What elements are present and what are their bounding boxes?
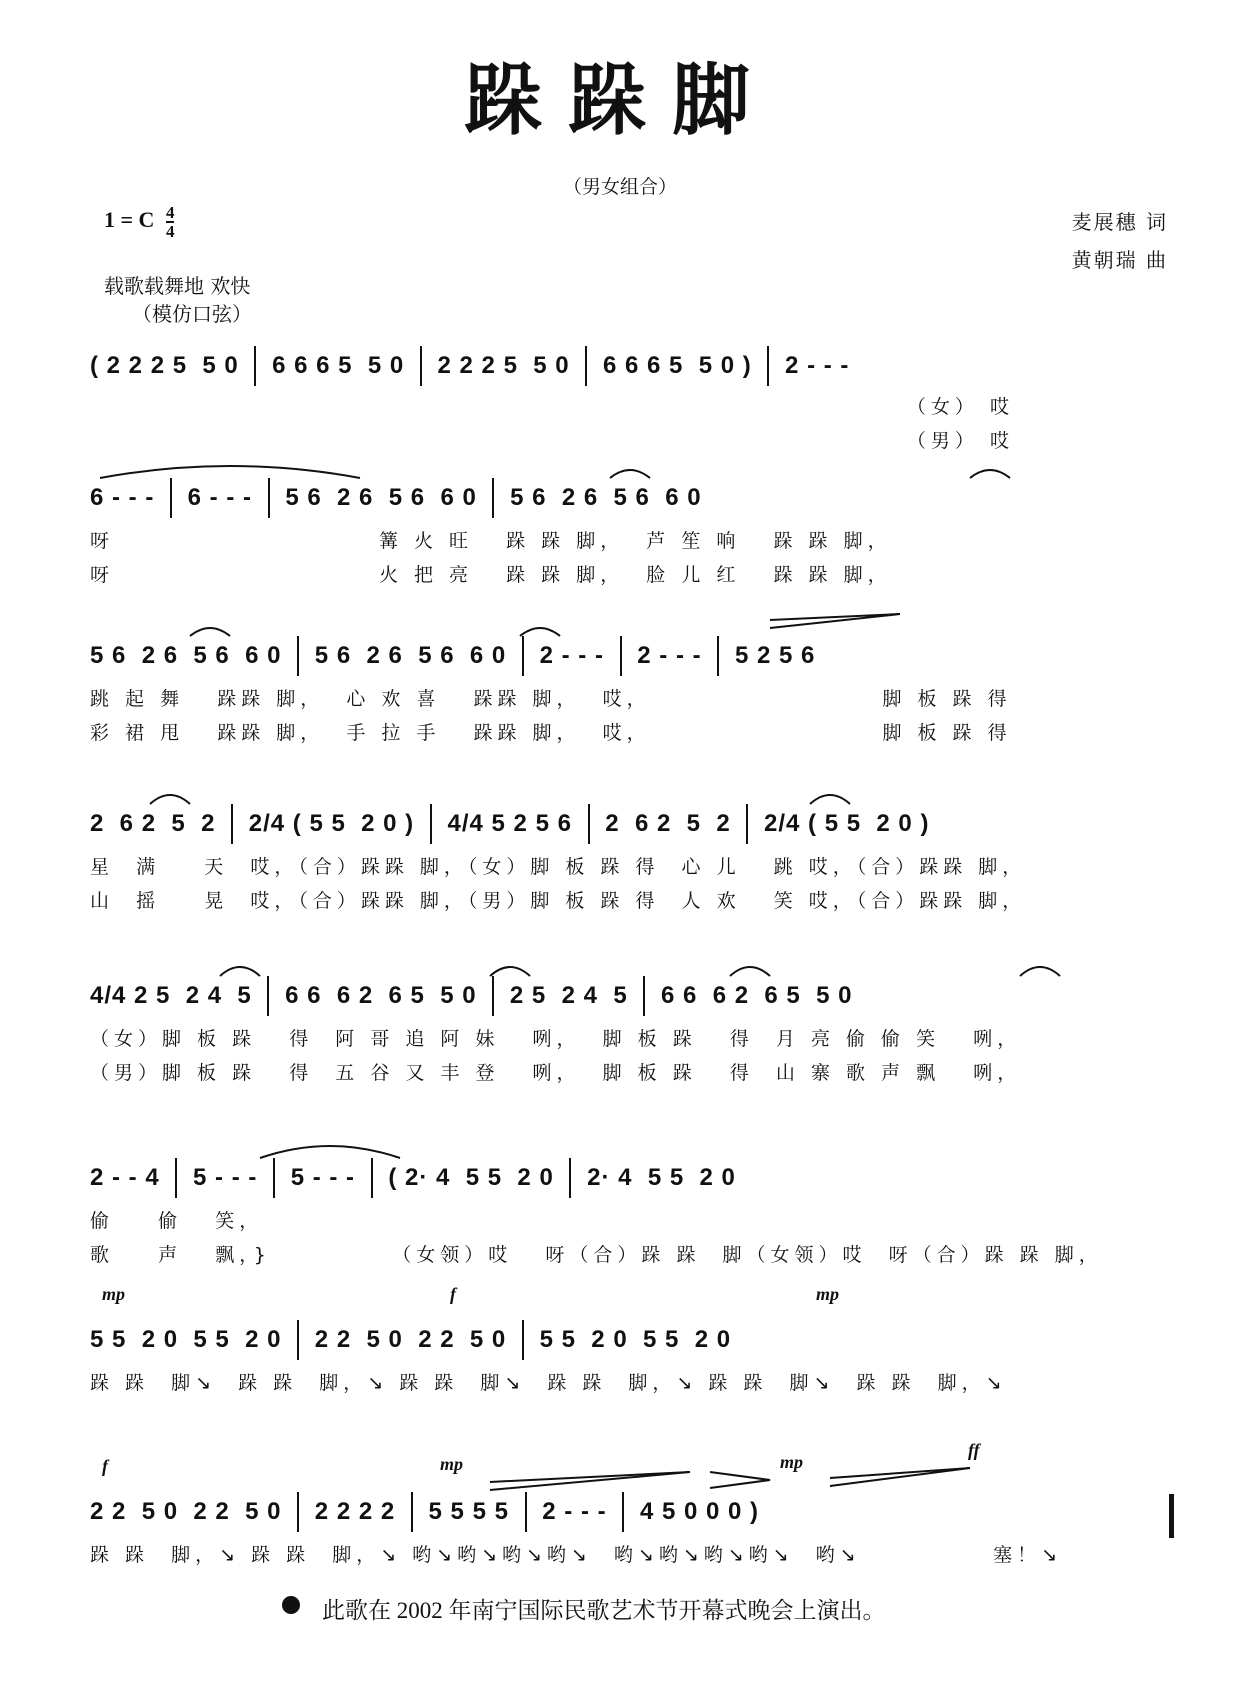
key-signature	[104, 204, 174, 240]
lyricist-credit: 麦展穗 词	[1071, 210, 1168, 234]
barline	[643, 976, 645, 1016]
score-system-1	[90, 348, 1170, 452]
measure-group: 5 6 2 6 5 6 6 0	[277, 484, 485, 511]
barline	[767, 346, 769, 386]
lyric-line-2: 彩 裙 甩 跺跺 脚， 手 拉 手 跺跺 脚， 哎， 脚 板 跺 得	[90, 722, 1012, 744]
barline	[297, 1492, 299, 1532]
barline	[525, 1492, 527, 1532]
lyric-line-1: 跺 跺 脚，↘ 跺 跺 脚，↘ 哟↘哟↘哟↘哟↘ 哟↘哟↘哟↘哟↘ 哟↘ 塞！↘	[90, 1544, 1062, 1566]
measure-group: 2 2 2 2	[307, 1498, 403, 1525]
footnote: 此歌在 2002 年南宁国际民歌艺术节开幕式晚会上演出。	[322, 1598, 886, 1623]
measure-group: 2 2 2 5 5 0	[429, 352, 578, 379]
measure-group: ( 2· 4 5 5 2 0	[380, 1164, 562, 1191]
measure-group: 2 2 5 0 2 2 5 0	[90, 1498, 290, 1525]
lyric-line-1: （女）脚 板 跺 得 阿 哥 追 阿 妹 咧， 脚 板 跺 得 月 亮 偷 偷 笑 咧，	[90, 1028, 1022, 1050]
key-label: 1 = C	[104, 207, 155, 233]
measure-group: 6 6 6 5 5 0 )	[595, 352, 760, 379]
barline	[170, 478, 172, 518]
measure-group: 5 6 2 6 5 6 6 0	[307, 642, 514, 669]
measure-group: 5 6 2 6 5 6 6 0	[90, 642, 290, 669]
dynamic-mark: mp	[816, 1284, 840, 1304]
measure-group: 2/4 ( 5 5 2 0 )	[241, 810, 422, 837]
measure-group: 2 6 2 5 2	[597, 810, 739, 837]
lyric-line-2: 歌 声 飘，} （女领）哎 呀（合）跺 跺 脚（女领）哎 呀（合）跺 跺 脚，	[90, 1244, 1103, 1266]
notation-line	[90, 480, 702, 516]
barline	[588, 804, 590, 844]
lyric-line-1: 星 满 天 哎，（合）跺跺 脚，（女）脚 板 跺 得 心 儿 跳 哎，（合）跺跺 脚，	[90, 856, 1027, 878]
measure-group: 2 5 2 4 5	[502, 982, 636, 1009]
lyric-line-1: 跺 跺 脚↘ 跺 跺 脚，↘ 跺 跺 脚↘ 跺 跺 脚，↘ 跺 跺 脚↘ 跺 跺 脚，↘	[90, 1372, 1007, 1394]
measure-group: 2 - - -	[531, 642, 612, 669]
measure-group: 2 - - -	[629, 642, 710, 669]
notation-line	[90, 806, 929, 842]
measure-group: 5 - - -	[185, 1164, 266, 1191]
barline	[371, 1158, 373, 1198]
barline	[717, 636, 719, 676]
time-top: 4	[165, 203, 175, 222]
measure-group: 5 5 2 0 5 5 2 0	[531, 1326, 732, 1353]
lyric-line-2: 山 摇 晃 哎，（合）跺跺 脚，（男）脚 板 跺 得 人 欢 笑 哎，（合）跺跺 脚，	[90, 890, 1027, 912]
measure-group: 2 - - -	[534, 1498, 615, 1525]
measure-group: 5 6 2 6 5 6 6 0	[502, 484, 702, 511]
barline	[746, 804, 748, 844]
barline	[273, 1158, 275, 1198]
barline	[297, 636, 299, 676]
measure-group: 5 2 5 6	[727, 642, 816, 669]
score-system-8	[90, 1440, 1170, 1566]
notation-line	[90, 1494, 759, 1530]
barline	[420, 346, 422, 386]
measure-group: 5 5 5 5	[420, 1498, 517, 1525]
barline	[492, 976, 494, 1016]
barline	[175, 1158, 177, 1198]
barline	[297, 1320, 299, 1360]
measure-group: 4/4 2 5 2 4 5	[90, 982, 260, 1009]
tempo-note: （模仿口弦）	[132, 302, 252, 326]
bullet-icon	[282, 1596, 300, 1614]
lyric-line-1: 呀 篝 火 旺 跺 跺 脚， 芦 笙 响 跺 跺 脚，	[90, 530, 892, 552]
measure-group: 6 - - -	[90, 484, 162, 511]
measure-group: 4/4 5 2 5 6	[439, 810, 580, 837]
barline	[492, 478, 494, 518]
dynamic-mark: f	[450, 1284, 456, 1304]
barline	[522, 636, 524, 676]
subtitle: （男女组合）	[562, 176, 677, 198]
measure-group: 2/4 ( 5 5 2 0 )	[756, 810, 930, 837]
barline	[430, 804, 432, 844]
measure-group: 4 5 0 0 0 )	[632, 1498, 760, 1525]
measure-group: 6 6 6 2 6 5 5 0	[277, 982, 485, 1009]
notation-line	[90, 978, 852, 1014]
notation-line	[90, 1322, 731, 1358]
dynamic-mark: mp	[780, 1452, 804, 1472]
barline	[569, 1158, 571, 1198]
notation-line	[90, 1160, 736, 1196]
measure-group: 2· 4 5 5 2 0	[579, 1164, 736, 1191]
notation-line	[90, 638, 815, 674]
measure-group: ( 2 2 2 5 5 0	[90, 352, 247, 379]
composer-credit: 黄朝瑞 曲	[1071, 248, 1168, 272]
score-system-7	[90, 1284, 1170, 1394]
score-system-6	[90, 1160, 1170, 1266]
dynamic-mark: mp	[102, 1284, 126, 1304]
barline	[268, 478, 270, 518]
score-system-2	[90, 480, 1170, 586]
score-system-5	[90, 978, 1170, 1084]
tempo-marking: 载歌载舞地 欢快	[104, 274, 251, 298]
measure-group: 5 - - -	[283, 1164, 363, 1191]
barline	[522, 1320, 524, 1360]
dynamic-mark: f	[102, 1456, 108, 1476]
score-system-3	[90, 638, 1170, 744]
barline	[622, 1492, 624, 1532]
score-system-4	[90, 806, 1170, 912]
measure-group: 6 - - -	[180, 484, 260, 511]
measure-group: 6 6 6 2 6 5 5 0	[653, 982, 853, 1009]
measure-group: 5 5 2 0 5 5 2 0	[90, 1326, 290, 1353]
final-barline	[1169, 1494, 1174, 1538]
barline	[411, 1492, 413, 1532]
lyric-line-2: 呀 火 把 亮 跺 跺 脚， 脸 儿 红 跺 跺 脚，	[90, 564, 892, 586]
song-title: 跺跺脚	[463, 56, 776, 146]
lyric-line-1: （女） 哎	[90, 396, 1014, 418]
lyric-line-2: （男） 哎	[90, 430, 1014, 452]
lyric-line-2: （男）脚 板 跺 得 五 谷 又 丰 登 咧， 脚 板 跺 得 山 寨 歌 声 飘 咧，	[90, 1062, 1022, 1084]
time-signature	[166, 204, 175, 240]
measure-group: 2 2 5 0 2 2 5 0	[307, 1326, 514, 1353]
measure-group: 2 6 2 5 2	[90, 810, 224, 837]
measure-group: 2 - - 4	[90, 1164, 168, 1191]
barline	[585, 346, 587, 386]
notation-line	[90, 348, 849, 384]
measure-group: 2 - - -	[777, 352, 850, 379]
barline	[620, 636, 622, 676]
dynamic-mark: ff	[968, 1440, 980, 1460]
dynamic-mark: mp	[440, 1454, 464, 1474]
barline	[254, 346, 256, 386]
barline	[231, 804, 233, 844]
time-bottom: 4	[165, 222, 175, 241]
lyric-line-1: 跳 起 舞 跺跺 脚， 心 欢 喜 跺跺 脚， 哎， 脚 板 跺 得	[90, 688, 1012, 710]
measure-group: 6 6 6 5 5 0	[264, 352, 412, 379]
lyric-line-1: 偷 偷 笑，	[90, 1210, 264, 1232]
barline	[267, 976, 269, 1016]
